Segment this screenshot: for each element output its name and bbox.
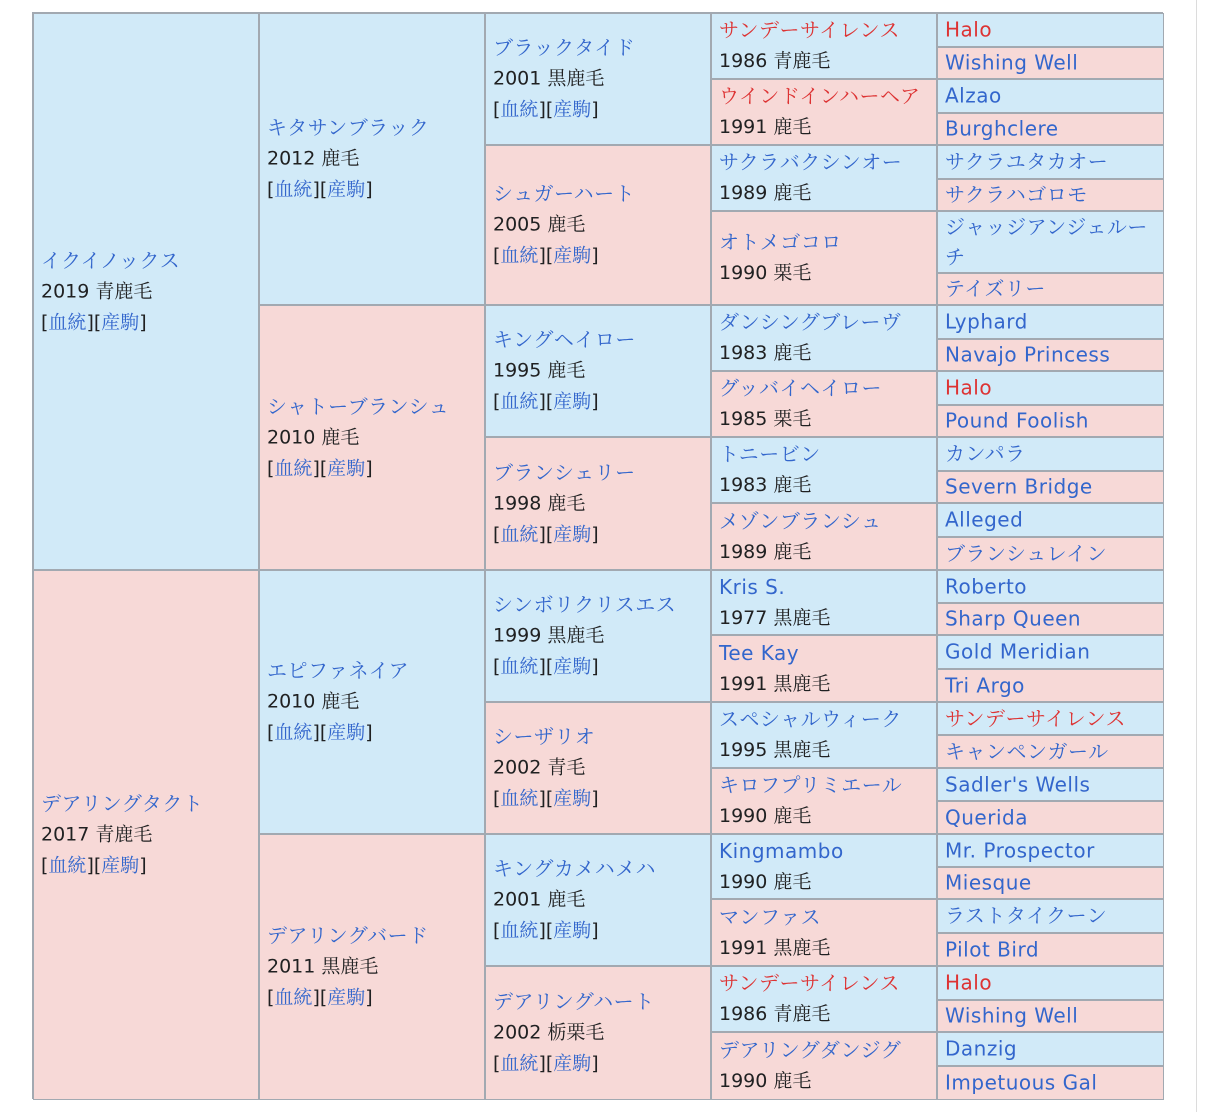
pedigree-cell-gen5-10 xyxy=(937,371,1164,405)
horse-name-link[interactable]: シュガーハート xyxy=(493,181,636,206)
pedigree-cell-gen4-3 xyxy=(711,211,937,305)
horse-birth-info: 1990 栗毛 xyxy=(719,262,812,284)
offspring-link[interactable]: 産駒 xyxy=(101,311,140,333)
horse-birth-info: 2001 鹿毛 xyxy=(493,888,586,911)
pedigree-link[interactable]: 血統 xyxy=(500,1052,539,1075)
pedigree-cell-gen5-3 xyxy=(937,113,1164,145)
pedigree-cell-content xyxy=(945,48,1159,79)
offspring-link[interactable]: 産駒 xyxy=(553,787,592,810)
horse-name-link[interactable]: Lyphard xyxy=(945,309,1028,334)
pedigree-cell-content xyxy=(719,439,932,501)
pedigree-cell-gen5-23 xyxy=(937,801,1164,834)
pedigree-cell-gen5-8 xyxy=(937,305,1164,339)
pedigree-cell-gen5-12 xyxy=(937,437,1164,471)
horse-name-link[interactable]: Kris S. xyxy=(719,574,786,599)
horse-name-link[interactable]: Roberto xyxy=(945,574,1028,598)
horse-birth-info: 2010 鹿毛 xyxy=(267,426,360,448)
sidebar-divider xyxy=(1196,0,1197,1112)
pedigree-cell-gen4-12 xyxy=(711,834,937,899)
horse-name-link[interactable]: キングヘイロー xyxy=(493,327,636,352)
horse-name-link[interactable]: Halo xyxy=(945,375,993,400)
pedigree-cell-content xyxy=(945,670,1159,701)
horse-birth-info: 2011 黒鹿毛 xyxy=(267,955,379,978)
pedigree-cell-content xyxy=(267,656,480,749)
pedigree-cell-gen3-5 xyxy=(485,702,711,834)
pedigree-links: [血統][産駒] xyxy=(493,655,599,678)
pedigree-cell-gen5-22 xyxy=(937,768,1164,801)
horse-name-link[interactable]: デアリングタクト xyxy=(41,791,204,816)
pedigree-cell-content xyxy=(945,307,1159,338)
pedigree-cell-content xyxy=(267,921,480,1014)
pedigree-cell-gen5-9 xyxy=(937,339,1164,371)
pedigree-cell-gen5-30 xyxy=(937,1032,1164,1066)
horse-name-link[interactable]: Danzig xyxy=(945,1036,1018,1061)
pedigree-cell-gen5-29 xyxy=(937,1000,1164,1032)
pedigree-cell-gen5-17 xyxy=(937,603,1164,635)
pedigree-cell-gen4-1 xyxy=(711,79,937,145)
pedigree-cell-gen5-21 xyxy=(937,735,1164,768)
pedigree-cell-gen5-15 xyxy=(937,537,1164,570)
pedigree-cell-content xyxy=(945,637,1159,668)
offspring-link[interactable]: 産駒 xyxy=(327,721,366,744)
pedigree-cell-gen4-6 xyxy=(711,437,937,503)
pedigree-cell-content xyxy=(493,854,706,947)
horse-name-link[interactable]: Pound Foolish xyxy=(945,408,1089,433)
pedigree-cell-content xyxy=(719,373,932,435)
horse-birth-info: 1991 黒鹿毛 xyxy=(719,936,831,959)
horse-name-link[interactable]: ブランシェリー xyxy=(493,460,636,484)
horse-name-link[interactable]: カンパラ xyxy=(945,441,1026,466)
horse-name-link[interactable]: キタサンブラック xyxy=(267,115,430,140)
pedigree-cell-content xyxy=(945,968,1159,999)
horse-name-link[interactable]: メゾンブランシュ xyxy=(719,508,882,533)
pedigree-cell-gen4-10 xyxy=(711,702,937,768)
pedigree-link[interactable]: 血統 xyxy=(500,390,539,413)
pedigree-cell-content xyxy=(719,15,932,77)
offspring-link[interactable]: 産駒 xyxy=(327,178,366,201)
pedigree-cell-content xyxy=(945,538,1159,569)
pedigree-links: [血統][産駒] xyxy=(493,523,599,545)
horse-name-link[interactable]: ブランシュレイン xyxy=(945,541,1108,565)
pedigree-cell-content xyxy=(945,802,1159,833)
horse-name-link[interactable]: シーザリオ xyxy=(493,724,596,749)
horse-birth-info: 1983 鹿毛 xyxy=(719,474,812,496)
horse-birth-info: 1983 鹿毛 xyxy=(719,342,812,364)
pedigree-cell-content xyxy=(945,505,1159,536)
pedigree-cell-content xyxy=(945,81,1159,112)
horse-name-link[interactable]: キングカメハメハ xyxy=(493,856,656,881)
pedigree-cell-content xyxy=(719,81,932,143)
pedigree-link[interactable]: 血統 xyxy=(274,178,313,201)
horse-name-link[interactable]: エピファネイア xyxy=(267,658,410,683)
pedigree-cell-gen5-4 xyxy=(937,145,1164,179)
horse-name-link[interactable]: オトメゴコロ xyxy=(719,230,842,254)
pedigree-cell-content xyxy=(945,439,1159,470)
pedigree-cell-gen3-4 xyxy=(485,570,711,702)
offspring-link[interactable]: 産駒 xyxy=(553,523,592,545)
horse-name-link[interactable]: ジャッジアンジェルーチ xyxy=(945,215,1148,269)
pedigree-links: [血統][産駒] xyxy=(267,721,373,744)
horse-name-link[interactable]: ウインドインハーヘア xyxy=(719,84,921,108)
offspring-link[interactable]: 産駒 xyxy=(553,655,592,678)
pedigree-cell-gen4-9 xyxy=(711,635,937,702)
horse-name-link[interactable]: Kingmambo xyxy=(719,838,844,863)
pedigree-cell-gen5-13 xyxy=(937,471,1164,503)
pedigree-cell-gen4-4 xyxy=(711,305,937,371)
horse-birth-info: 1995 黒鹿毛 xyxy=(719,739,831,761)
pedigree-cell-gen5-14 xyxy=(937,503,1164,537)
horse-name-link[interactable]: トニービン xyxy=(719,442,821,466)
pedigree-cell-gen4-0 xyxy=(711,13,937,79)
horse-name-link[interactable]: ブラックタイド xyxy=(493,35,636,60)
horse-birth-info: 2001 黒鹿毛 xyxy=(493,67,605,90)
pedigree-cell-content xyxy=(267,113,480,206)
pedigree-link[interactable]: 血統 xyxy=(274,457,313,479)
horse-name-link[interactable]: サクラバクシンオー xyxy=(719,150,903,174)
horse-name-link[interactable]: Querida xyxy=(945,805,1028,829)
horse-name-link[interactable]: グッバイヘイロー xyxy=(719,376,882,400)
pedigree-cell-content xyxy=(945,15,1159,46)
pedigree-cell-gen5-2 xyxy=(937,79,1164,113)
offspring-link[interactable]: 産駒 xyxy=(553,244,592,267)
pedigree-cell-content xyxy=(945,1001,1159,1032)
horse-name-link[interactable]: マンファス xyxy=(719,904,822,929)
horse-name-link[interactable]: Mr. Prospector xyxy=(945,838,1095,862)
horse-birth-info: 1990 鹿毛 xyxy=(719,870,812,893)
pedigree-cell-gen5-26 xyxy=(937,899,1164,933)
pedigree-cell-content xyxy=(719,902,932,964)
pedigree-cell-gen5-20 xyxy=(937,702,1164,735)
pedigree-link[interactable]: 血統 xyxy=(274,721,313,744)
pedigree-cell-gen5-6 xyxy=(937,211,1164,273)
horse-name-link[interactable]: Sharp Queen xyxy=(945,606,1082,631)
pedigree-cell-gen3-7 xyxy=(485,966,711,1100)
pedigree-links: [血統][産駒] xyxy=(493,787,599,810)
horse-birth-info: 1990 鹿毛 xyxy=(719,1070,812,1092)
pedigree-cell-content xyxy=(719,836,932,898)
pedigree-link[interactable]: 血統 xyxy=(500,919,539,942)
horse-birth-info: 1986 青鹿毛 xyxy=(719,50,831,72)
pedigree-cell-gen2-2 xyxy=(259,570,485,834)
pedigree-link[interactable]: 血統 xyxy=(500,98,539,121)
horse-name-link[interactable]: サクラハゴロモ xyxy=(945,182,1088,207)
pedigree-cell-content xyxy=(719,506,932,568)
pedigree-link[interactable]: 血統 xyxy=(48,311,87,333)
pedigree-cell-gen4-13 xyxy=(711,899,937,966)
pedigree-cell-gen4-5 xyxy=(711,371,937,437)
pedigree-cell-content xyxy=(719,704,932,766)
pedigree-cell-gen4-11 xyxy=(711,768,937,834)
offspring-link[interactable]: 産駒 xyxy=(327,457,366,479)
pedigree-cell-gen4-7 xyxy=(711,503,937,570)
pedigree-cell-gen5-7 xyxy=(937,273,1164,305)
pedigree-cell-content xyxy=(945,604,1159,635)
pedigree-cell-gen4-15 xyxy=(711,1032,937,1100)
pedigree-cell-content xyxy=(493,590,706,683)
pedigree-cell-gen3-3 xyxy=(485,437,711,570)
horse-birth-info: 1991 黒鹿毛 xyxy=(719,672,831,695)
pedigree-cell-gen5-28 xyxy=(937,966,1164,1000)
horse-name-link[interactable]: Navajo Princess xyxy=(945,342,1111,367)
horse-birth-info: 1989 鹿毛 xyxy=(719,540,812,563)
horse-name-link[interactable]: デアリングバード xyxy=(267,923,429,948)
pedigree-cell-content xyxy=(41,789,254,882)
pedigree-links: [血統][産駒] xyxy=(493,390,599,413)
pedigree-cell-gen3-6 xyxy=(485,834,711,966)
offspring-link[interactable]: 産駒 xyxy=(553,919,592,942)
horse-name-link[interactable]: Impetuous Gal xyxy=(945,1070,1098,1095)
pedigree-links: [血統][産駒] xyxy=(41,854,147,877)
horse-name-link[interactable]: Tri Argo xyxy=(945,673,1025,697)
pedigree-cell-content xyxy=(945,472,1159,503)
horse-name-link[interactable]: サンデーサイレンス xyxy=(719,971,900,995)
pedigree-links: [血統][産駒] xyxy=(493,244,599,267)
pedigree-cell-content xyxy=(267,391,480,484)
pedigree-cell-gen5-0 xyxy=(937,13,1164,47)
pedigree-cell-content xyxy=(945,373,1159,404)
pedigree-cell-gen4-8 xyxy=(711,570,937,635)
pedigree-cell-content xyxy=(719,1035,932,1097)
horse-birth-info: 2012 鹿毛 xyxy=(267,147,360,170)
pedigree-cell-content xyxy=(493,722,706,815)
pedigree-cell-content xyxy=(945,934,1159,965)
pedigree-cell-gen2-1 xyxy=(259,305,485,570)
pedigree-cell-gen3-0 xyxy=(485,13,711,145)
horse-birth-info: 2010 鹿毛 xyxy=(267,690,360,713)
pedigree-links: [血統][産駒] xyxy=(41,311,147,333)
horse-name-link[interactable]: Pilot Bird xyxy=(945,937,1040,961)
horse-name-link[interactable]: サンデーサイレンス xyxy=(719,18,900,42)
pedigree-cell-content xyxy=(945,769,1159,800)
horse-birth-info: 1990 鹿毛 xyxy=(719,805,812,827)
offspring-link[interactable]: 産駒 xyxy=(327,986,366,1009)
offspring-link[interactable]: 産駒 xyxy=(101,854,140,877)
horse-name-link[interactable]: ダンシングブレーヴ xyxy=(719,310,902,334)
pedigree-cell-content xyxy=(493,457,706,550)
horse-name-link[interactable]: Burghclere xyxy=(945,116,1059,141)
horse-name-link[interactable]: キャンペンガール xyxy=(945,739,1109,763)
pedigree-link[interactable]: 血統 xyxy=(500,787,539,810)
horse-name-link[interactable]: Wishing Well xyxy=(945,50,1079,75)
pedigree-links: [血統][産駒] xyxy=(267,986,373,1009)
pedigree-link[interactable]: 血統 xyxy=(500,523,539,545)
pedigree-cell-content xyxy=(945,114,1159,145)
horse-name-link[interactable]: Miesque xyxy=(945,870,1032,895)
horse-name-link[interactable]: Sadler's Wells xyxy=(945,772,1091,796)
pedigree-cell-content xyxy=(945,1034,1159,1065)
pedigree-cell-gen1-1 xyxy=(33,570,259,1100)
horse-birth-info: 1977 黒鹿毛 xyxy=(719,606,831,629)
pedigree-cell-gen5-5 xyxy=(937,179,1164,211)
pedigree-cell-content xyxy=(719,147,932,209)
pedigree-table xyxy=(32,12,1163,1099)
pedigree-cell-gen3-2 xyxy=(485,305,711,437)
horse-name-link[interactable]: シンボリクリスエス xyxy=(493,592,677,617)
pedigree-cell-content xyxy=(945,571,1159,602)
pedigree-cell-content xyxy=(945,274,1159,305)
pedigree-link[interactable]: 血統 xyxy=(274,986,313,1009)
horse-birth-info: 1995 鹿毛 xyxy=(493,359,586,382)
pedigree-cell-gen2-0 xyxy=(259,13,485,305)
horse-name-link[interactable]: デアリングダンジグ xyxy=(719,1038,902,1062)
pedigree-cell-content xyxy=(945,340,1159,371)
horse-birth-info: 2002 青毛 xyxy=(493,756,586,779)
horse-name-link[interactable]: Tee Kay xyxy=(719,640,800,665)
horse-name-link[interactable]: Gold Meridian xyxy=(945,639,1091,664)
offspring-link[interactable]: 産駒 xyxy=(553,98,592,121)
pedigree-cell-content xyxy=(719,638,932,700)
horse-name-link[interactable]: Alleged xyxy=(945,507,1024,532)
pedigree-cell-content xyxy=(41,245,254,338)
horse-name-link[interactable]: Severn Bridge xyxy=(945,474,1093,499)
pedigree-link[interactable]: 血統 xyxy=(500,655,539,678)
pedigree-cell-gen5-11 xyxy=(937,405,1164,437)
pedigree-links: [血統][産駒] xyxy=(493,98,599,121)
horse-name-link[interactable]: イクイノックス xyxy=(41,248,181,272)
pedigree-cell-content xyxy=(719,968,932,1030)
horse-name-link[interactable]: ラストタイクーン xyxy=(945,903,1108,928)
pedigree-cell-gen4-2 xyxy=(711,145,937,211)
pedigree-cell-content xyxy=(945,147,1159,178)
pedigree-cell-content xyxy=(719,307,932,369)
pedigree-cell-content xyxy=(719,770,932,832)
horse-name-link[interactable]: Wishing Well xyxy=(945,1003,1079,1028)
horse-birth-info: 2019 青鹿毛 xyxy=(41,280,153,302)
pedigree-cell-gen4-14 xyxy=(711,966,937,1032)
horse-name-link[interactable]: サクラユタカオー xyxy=(945,149,1109,174)
horse-name-link[interactable]: シャトーブランシュ xyxy=(267,394,450,418)
horse-name-link[interactable]: スペシャルウィーク xyxy=(719,707,902,731)
horse-name-link[interactable]: Halo xyxy=(945,970,993,995)
pedigree-cell-content xyxy=(493,33,706,126)
horse-birth-info: 1999 黒鹿毛 xyxy=(493,624,605,647)
pedigree-cell-content xyxy=(945,703,1159,734)
horse-name-link[interactable]: サンデーサイレンス xyxy=(945,706,1126,730)
horse-birth-info: 1998 鹿毛 xyxy=(493,492,586,514)
horse-birth-info: 1986 青鹿毛 xyxy=(719,1003,831,1025)
pedigree-cell-gen2-3 xyxy=(259,834,485,1100)
horse-name-link[interactable]: Halo xyxy=(945,17,993,42)
horse-name-link[interactable]: Alzao xyxy=(945,83,1002,108)
pedigree-link[interactable]: 血統 xyxy=(48,854,87,877)
horse-birth-info: 2005 鹿毛 xyxy=(493,213,586,236)
pedigree-cell-gen3-1 xyxy=(485,145,711,305)
pedigree-cell-content xyxy=(493,179,706,272)
pedigree-cell-gen1-0 xyxy=(33,13,259,570)
pedigree-cell-content xyxy=(719,227,932,289)
pedigree-cell-gen5-31 xyxy=(937,1066,1164,1100)
pedigree-links: [血統][産駒] xyxy=(267,178,373,201)
pedigree-cell-content xyxy=(945,180,1159,211)
pedigree-links: [血統][産駒] xyxy=(493,1052,599,1075)
pedigree-cell-content xyxy=(945,1068,1159,1099)
pedigree-cell-gen5-25 xyxy=(937,867,1164,899)
pedigree-cell-gen5-19 xyxy=(937,669,1164,702)
pedigree-cell-content xyxy=(945,835,1159,866)
pedigree-cell-content xyxy=(493,987,706,1080)
pedigree-cell-content xyxy=(945,212,1159,272)
pedigree-cell-content xyxy=(945,736,1159,767)
offspring-link[interactable]: 産駒 xyxy=(553,390,592,413)
horse-birth-info: 1989 鹿毛 xyxy=(719,182,812,204)
pedigree-links: [血統][産駒] xyxy=(493,919,599,942)
pedigree-links: [血統][産駒] xyxy=(267,457,373,479)
pedigree-cell-content xyxy=(945,901,1159,932)
pedigree-cell-gen5-27 xyxy=(937,933,1164,966)
horse-name-link[interactable]: キロフプリミエール xyxy=(719,773,903,797)
pedigree-cell-gen5-18 xyxy=(937,635,1164,669)
pedigree-cell-content xyxy=(719,572,932,634)
pedigree-cell-gen5-16 xyxy=(937,570,1164,603)
pedigree-cell-gen5-1 xyxy=(937,47,1164,79)
horse-name-link[interactable]: テイズリー xyxy=(945,276,1046,301)
horse-birth-info: 2002 栃栗毛 xyxy=(493,1021,605,1044)
horse-name-link[interactable]: デアリングハート xyxy=(493,989,655,1014)
pedigree-link[interactable]: 血統 xyxy=(500,244,539,267)
horse-birth-info: 1985 栗毛 xyxy=(719,408,812,430)
horse-birth-info: 2017 青鹿毛 xyxy=(41,823,153,846)
horse-birth-info: 1991 鹿毛 xyxy=(719,116,812,138)
pedigree-cell-content xyxy=(945,406,1159,437)
offspring-link[interactable]: 産駒 xyxy=(553,1052,592,1075)
pedigree-cell-content xyxy=(945,868,1159,899)
pedigree-cell-content xyxy=(493,325,706,418)
pedigree-cell-gen5-24 xyxy=(937,834,1164,867)
